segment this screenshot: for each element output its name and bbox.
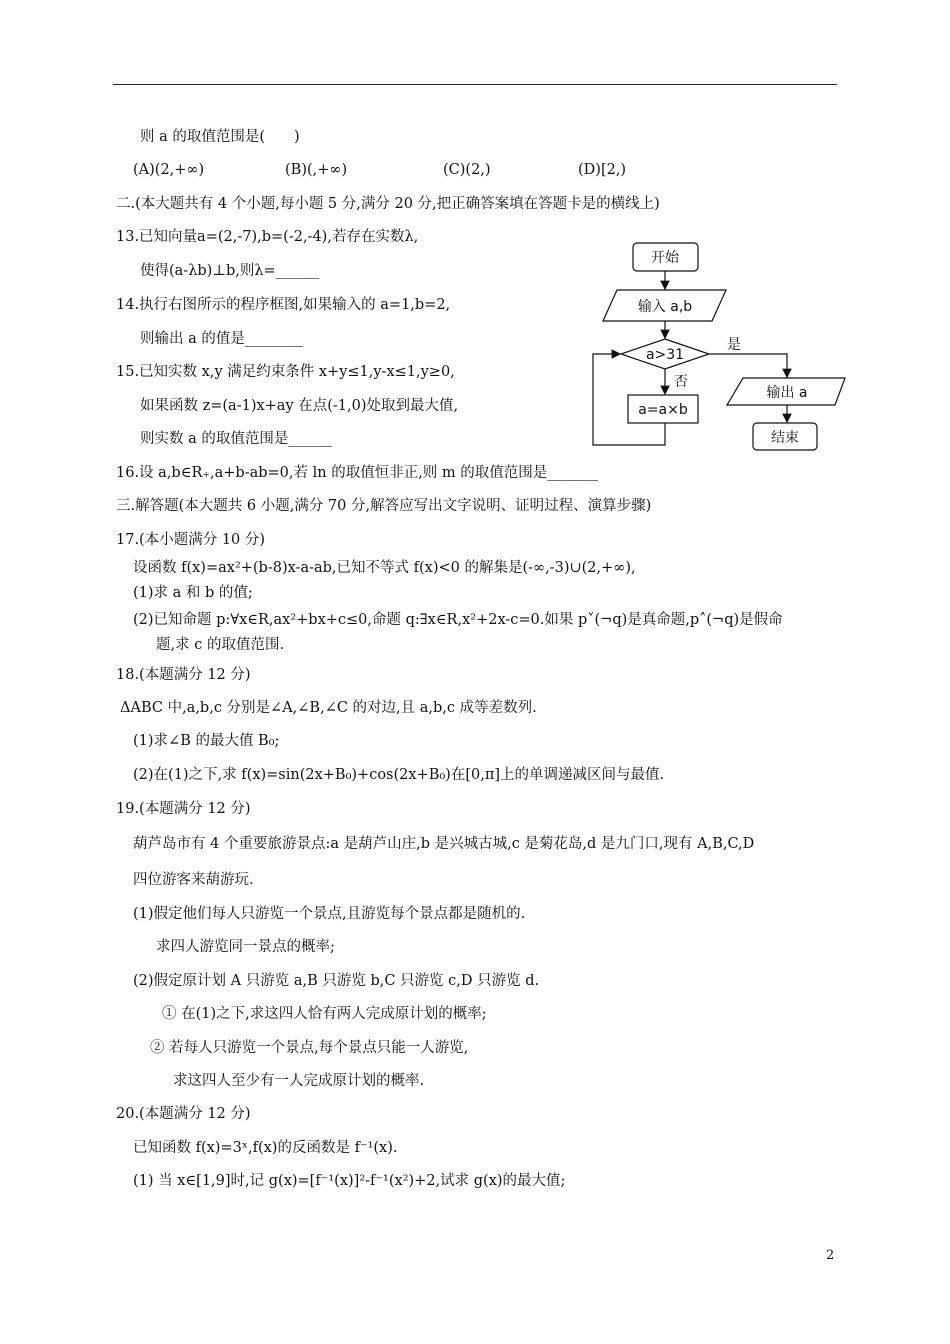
q19-line2: 四位游客来葫游玩. [133,872,254,888]
q12-option-a: (A)(2,+∞) [133,162,205,178]
q13-line2: 使得(a-λb)⊥b,则λ=______ [140,263,320,279]
q20-line2: (1) 当 x∈[1,9]时,记 g(x)=[f⁻¹(x)]²-f⁻¹(x²)+2,试求 g(x)的最大值; [133,1173,566,1189]
q18-line1: ΔABC 中,a,b,c 分别是∠A,∠B,∠C 的对边,且 a,b,c 成等差数列. [120,700,537,716]
q17-line4: 题,求 c 的取值范围. [156,637,285,653]
q15-line3: 则实数 a 的取值范围是______ [140,431,332,447]
page-number: 2 [826,1248,835,1263]
q12-option-b: (B)(,+∞) [285,162,348,178]
section2-header: 二.(本大题共有 4 个小题,每小题 5 分,满分 20 分,把正确答案填在答题卡是的横线上) [116,196,660,212]
q19-line7: ② 若每人只游览一个景点,每个景点只能一人游览, [150,1040,469,1056]
q12-option-c: (C)(2,) [443,162,491,178]
flowchart-output-label: 输出 a [766,385,808,401]
flowchart-process-label: a=a×b [638,402,688,418]
flowchart-arrow [709,354,787,377]
q12-option-d: (D)[2,) [578,162,627,178]
q20-title: 20.(本题满分 12 分) [116,1106,251,1122]
header-rule [113,84,837,85]
q14-line1: 14.执行右图所示的程序框图,如果输入的 a=1,b=2, [116,297,451,313]
q17-title: 17.(本小题满分 10 分) [116,532,266,548]
q19-title: 19.(本题满分 12 分) [116,801,251,817]
flowchart-condition-label: a>31 [645,347,685,363]
q12-tail: 则 a 的取值范围是( ) [140,129,300,145]
program-flowchart [585,238,855,458]
q19-line4: 求四人游览同一景点的概率; [156,939,335,955]
q19-line6: ① 在(1)之下,求这四人恰有两人完成原计划的概率; [162,1006,487,1022]
q17-line1: 设函数 f(x)=ax²+(b-8)x-a-ab,已知不等式 f(x)<0 的解集是(-∞,-3)∪(2,+∞), [133,560,636,576]
q14-line2: 则输出 a 的值是________ [140,331,303,347]
q13-line1: 13.已知向量a=(2,-7),b=(-2,-4),若存在实数λ, [116,229,419,245]
flowchart-yes-label: 是 [727,337,741,353]
q15-line2: 如果函数 z=(a-1)x+ay 在点(-1,0)处取到最大值, [140,398,459,414]
q19-line8: 求这四人至少有一人完成原计划的概率. [173,1073,425,1089]
q15-line1: 15.已知实数 x,y 满足约束条件 x+y≤1,y-x≤1,y≥0, [116,364,455,380]
flowchart-end-label: 结束 [771,430,799,446]
flowchart-input-label: 输入 a,b [637,299,693,315]
q18-line3: (2)在(1)之下,求 f(x)=sin(2x+B₀)+cos(2x+B₀)在[0,π]上的单调递减区间与最值. [133,767,665,783]
q17-line2: (1)求 a 和 b 的值; [133,585,253,601]
q16-line1: 16.设 a,b∈R₊,a+b-ab=0,若 ln 的取值恒非正,则 m 的取值范围是_______ [116,465,599,481]
q18-line2: (1)求∠B 的最大值 B₀; [133,733,280,749]
flowchart-start-label: 开始 [651,250,679,266]
q19-line3: (1)假定他们每人只游览一个景点,且游览每个景点都是随机的. [133,906,526,922]
q18-title: 18.(本题满分 12 分) [116,667,251,683]
q20-line1: 已知函数 f(x)=3ˣ,f(x)的反函数是 f⁻¹(x). [133,1140,398,1156]
q19-line5: (2)假定原计划 A 只游览 a,B 只游览 b,C 只游览 c,D 只游览 d. [133,973,540,989]
q19-line1: 葫芦岛市有 4 个重要旅游景点:a 是葫芦山庄,b 是兴城古城,c 是菊花岛,d 是九门口,现有 A,B,C,D [133,836,755,852]
q17-line3: (2)已知命题 p:∀x∈R,ax²+bx+c≤0,命题 q:∃x∈R,x²+2x-c=0.如果 p˅(¬q)是真命题,p˄(¬q)是假命 [133,612,783,628]
section3-header: 三.解答题(本大题共 6 小题,满分 70 分,解答应写出文字说明、证明过程、演算步骤) [116,498,652,514]
flowchart-no-label: 否 [674,374,688,390]
